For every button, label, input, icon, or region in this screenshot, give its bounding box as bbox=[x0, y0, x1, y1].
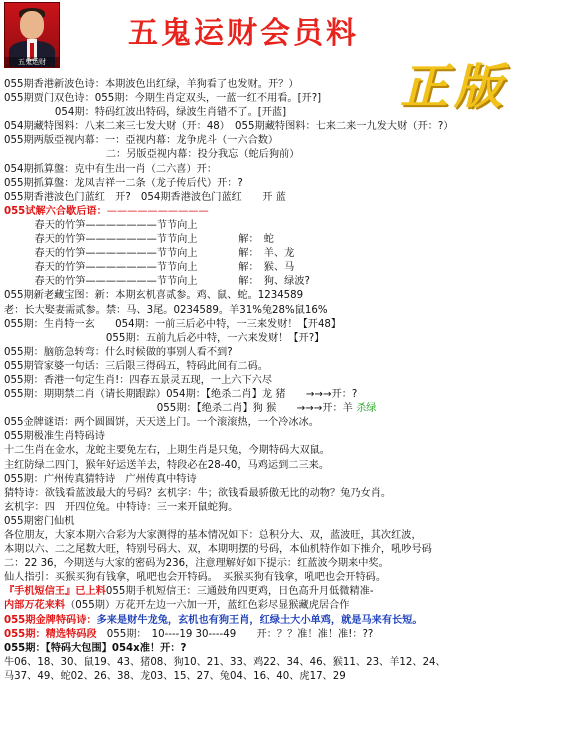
text-segment: 牛06、18、30、鼠19、43、猪08、狗10、21、33、鸡22、34、46、猴11、23、羊12、24、 bbox=[4, 656, 446, 668]
text-segment: —————————— bbox=[106, 205, 209, 217]
text-line bbox=[4, 247, 562, 261]
text-segment: 055期：广州传真猜特诗 广州传真中特诗 bbox=[4, 473, 197, 485]
photo-face bbox=[20, 11, 44, 39]
text-line bbox=[4, 261, 562, 275]
text-line bbox=[4, 585, 562, 599]
text-line bbox=[4, 304, 562, 318]
text-segment: 二：另版亞视内幕：投分我忘（蛇后狗前） bbox=[4, 149, 300, 161]
text-line bbox=[4, 599, 562, 613]
text-segment: 玄机字：四 开四位兔。中特诗：三一来开鼠蛇狗。 bbox=[4, 501, 239, 513]
photo-caption: 五鬼运财 bbox=[5, 57, 59, 67]
text-line bbox=[4, 233, 562, 247]
text-segment: 055期香港新波色诗：本期波色出红绿，羊狗看了也发财。开？） bbox=[4, 79, 299, 90]
text-line bbox=[4, 219, 562, 233]
text-segment: 055期： 10----19 30----49 开：？？准！准！准!：?? bbox=[96, 628, 374, 640]
text-segment: 猜特诗：欲钱看蓝波最大的号码？玄机字：牛；欲钱看最骄傲无比的动物？兔乃女肖。 bbox=[4, 487, 392, 499]
text-line bbox=[4, 444, 562, 458]
text-segment: 各位朋友，大家本期六合彩为大家测得的基本情况如下：总积分大、双，蓝波旺，其次红波， bbox=[4, 530, 422, 541]
text-segment: 055期：生肖特一玄 054期：一前三后必中特，一三来发财！【开48】 bbox=[4, 318, 342, 330]
text-line bbox=[4, 656, 562, 670]
text-line bbox=[4, 515, 562, 529]
text-line bbox=[4, 332, 562, 346]
text-segment: 055试解六合歇后语： bbox=[4, 205, 107, 217]
text-segment: 春天的竹笋———————节节向上 解： 蛇 bbox=[4, 234, 274, 246]
text-segment: 仙人指引：买猴买狗有钱拿，吼吧也会开特码。 买猴买狗有钱拿，吼吧也会开特码。 bbox=[4, 572, 387, 584]
avatar-photo bbox=[4, 2, 60, 68]
text-line bbox=[4, 92, 562, 106]
text-segment: 主红防绿二四门，猴年好运送羊去，特段必在28-40，马鸡运到二三来。 bbox=[4, 459, 330, 471]
text-segment: 055期手机短信王：三通鼓角四更鸡，日色高升月低微精准- bbox=[105, 586, 374, 598]
text-segment: 杀绿 bbox=[356, 403, 377, 415]
text-line bbox=[4, 78, 562, 92]
text-segment: 本期以六、二之尾数大旺，特别号码大、双，本期明摆的号码，本仙机特作如下推介，吼吵号码 bbox=[4, 544, 432, 556]
text-line bbox=[4, 191, 562, 205]
text-line bbox=[4, 177, 562, 191]
text-segment: 内部万花来料 bbox=[4, 600, 66, 612]
text-line bbox=[4, 430, 562, 444]
text-segment: 春天的竹笋———————节节向上 解： 羊、龙 bbox=[4, 248, 295, 260]
text-line bbox=[4, 473, 562, 487]
text-segment: 春天的竹笋———————节节向上 bbox=[4, 219, 198, 231]
text-segment: 055期金牌特码诗： bbox=[4, 614, 97, 626]
text-line bbox=[4, 374, 562, 388]
text-segment: 055期管家婆一句话：三后限三得码五，特码此间有二码。 bbox=[4, 360, 268, 372]
text-segment: 马37、49、蛇02、26、38、龙03、15、27、兔04、16、40、虎17、29 bbox=[4, 670, 346, 682]
text-segment: 055期：精选特码段 bbox=[4, 628, 97, 640]
text-segment: 055期极准生肖特码诗 bbox=[4, 431, 105, 443]
text-segment: 055期：五前九后必中特，一六来发财！【开?】 bbox=[4, 332, 325, 344]
text-segment: 055期：【特码大包围】054x准！开：? bbox=[4, 642, 187, 654]
text-line bbox=[4, 459, 562, 473]
text-line bbox=[4, 487, 562, 501]
authentic-stamp: 正版 bbox=[400, 59, 509, 115]
text-line bbox=[4, 642, 562, 656]
page-title: 五鬼运财会员料 bbox=[128, 16, 359, 51]
document-body bbox=[4, 78, 562, 684]
text-line bbox=[4, 360, 562, 374]
text-line bbox=[4, 571, 562, 585]
text-segment: 十二生肖在金水，龙蛇主要免左右，上期生肖是只兔，今期特码大双鼠。 bbox=[4, 445, 330, 457]
text-line bbox=[4, 148, 562, 162]
text-segment: 055期新老藏宝图：新：本期玄机喜贰参。鸡、鼠、蛇。1234589 bbox=[4, 290, 304, 302]
text-line bbox=[4, 402, 562, 416]
text-segment: 春天的竹笋———————节节向上 解： 猴、马 bbox=[4, 262, 295, 274]
text-segment: 055期密门仙机 bbox=[4, 515, 75, 527]
text-segment: 多来是财牛龙兔，玄机也有狗王肖，红绿土大小单鸡，就是马来有长短。 bbox=[96, 614, 423, 626]
text-segment: 054期抓算盤：克中有生出一肖（二六喜）开： bbox=[4, 163, 218, 175]
text-segment: 春天的竹笋———————节节向上 解： 狗、绿波? bbox=[4, 276, 310, 288]
text-line bbox=[4, 614, 562, 628]
text-segment: 054期：特码红波出特码，绿波生肖错不了。[开蓝] bbox=[4, 107, 287, 119]
text-line bbox=[4, 543, 562, 557]
text-line bbox=[4, 501, 562, 515]
text-segment: 二：22 36，今期送与大家的密码为236，注意理解好如下提示：红蓝波今期来中奖。 bbox=[4, 558, 389, 570]
text-line bbox=[4, 529, 562, 543]
text-line bbox=[4, 205, 562, 219]
text-line bbox=[4, 557, 562, 571]
text-segment: 『手机短信王』已上料 bbox=[4, 586, 106, 598]
text-segment: 054期藏特图料：八来二来三七发大财（开：48） 055期藏特图料：七来二来一九发大财（开：?） bbox=[4, 121, 454, 133]
text-segment: 055期贾门双色诗：055期：今期生肖定双头，一蓝一红不用看。[开?] bbox=[4, 93, 322, 105]
text-segment: 055金牌谜语：两个圆圆饼，天天送上门。一个滚滚热，一个冷冰冰。 bbox=[4, 417, 319, 429]
text-segment: 055期香港波色门蓝红 开? 054期香港波色门蓝红 开 蓝 bbox=[4, 191, 286, 203]
text-line bbox=[4, 275, 562, 289]
text-line bbox=[4, 388, 562, 402]
text-segment: 055期：香港一句定生肖!：四春五景灵五现，一上六下六尽 bbox=[4, 374, 273, 386]
text-line bbox=[4, 670, 562, 684]
text-line bbox=[4, 416, 562, 430]
text-line bbox=[4, 318, 562, 332]
text-line bbox=[4, 163, 562, 177]
text-line bbox=[4, 106, 562, 120]
text-segment: （055期）万花开左边一六加一开，蓝红色彩尽显猴藏虎居合作 bbox=[65, 600, 350, 612]
text-line bbox=[4, 120, 562, 134]
text-line bbox=[4, 346, 562, 360]
text-segment: 055期：【绝杀二肖】狗 猴 →→→开：羊 bbox=[4, 403, 357, 415]
text-segment: 055期两版亞视内幕：一：亞视内幕：龙争虎斗（一六合数） bbox=[4, 135, 279, 147]
text-segment: 055期抓算盤：龙凤吉祥一二条（龙子传后代）开：? bbox=[4, 177, 243, 189]
text-segment: 055期：期期禁二肖（请长期跟踪）054期：【绝杀二肖】龙 猪 →→→开：? bbox=[4, 389, 358, 401]
text-segment: 055期：脑筋急转弯：什么时候做的事别人看不到? bbox=[4, 346, 233, 358]
text-line bbox=[4, 289, 562, 303]
text-line bbox=[4, 628, 562, 642]
text-line bbox=[4, 134, 562, 148]
text-segment: 老：长大娶妻需贰参。禁：马、3尾。0234589。羊31%兔28%鼠16% bbox=[4, 304, 328, 316]
